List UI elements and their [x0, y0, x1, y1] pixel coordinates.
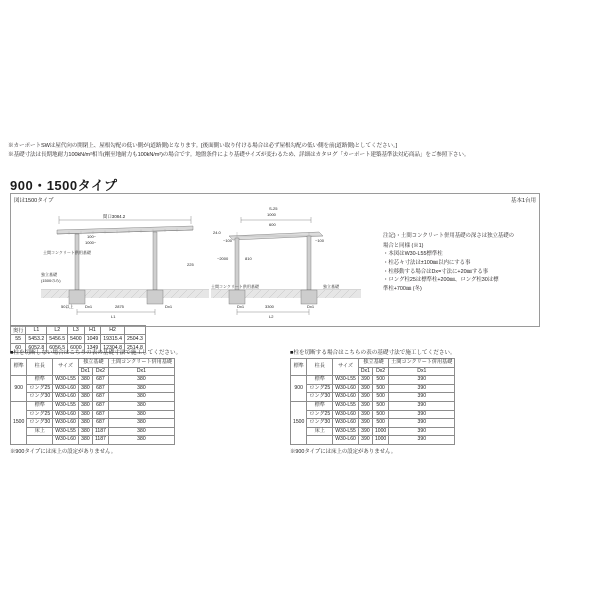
cell: W30-L60 — [333, 393, 359, 402]
svg-text:1000: 1000 — [267, 212, 276, 217]
table-row — [11, 436, 175, 445]
th-dx2: Dx2 — [92, 367, 108, 376]
group-height-1500: 1500 — [291, 401, 307, 444]
cell: ロング25 — [307, 410, 333, 419]
th-postlen: 柱長 — [307, 359, 333, 376]
th-size: サイズ — [53, 359, 79, 376]
cell: 標準 — [307, 401, 333, 410]
th-dx2: Dx2 — [372, 367, 388, 376]
cell: 380 — [78, 393, 92, 402]
notes-line-3: ・柱芯々寸法は±100㎜以内にする事 — [383, 259, 471, 266]
svg-text:2875: 2875 — [115, 304, 124, 309]
cell: 380 — [108, 401, 174, 410]
cell: 500 — [372, 401, 388, 410]
notes-line-1: 場合と同様 (※1) — [383, 242, 424, 249]
cell: W30-L60 — [53, 384, 79, 393]
cell: 380 — [108, 376, 174, 385]
cell: W30-L60 — [333, 419, 359, 428]
cell: 標準 — [27, 401, 53, 410]
cell: 標準 — [27, 376, 53, 385]
svg-text:Dx1: Dx1 — [85, 304, 93, 309]
construction-notes — [383, 232, 535, 293]
th-size: サイズ — [333, 359, 359, 376]
table-row — [11, 410, 175, 419]
cell: ロング25 — [307, 384, 333, 393]
table-row — [291, 427, 455, 436]
cell: 380 — [78, 401, 92, 410]
cell: ロング25 — [27, 384, 53, 393]
spec-caption-left: ■柱を切断しない場合はこちらの表の基礎寸法で施工してください。 — [10, 350, 182, 356]
svg-text:1000~: 1000~ — [85, 240, 97, 245]
dim-cell: 1349 — [84, 344, 101, 353]
cell: 390 — [389, 427, 455, 436]
spec-caption-right: ■柱を切断する場合はこちらの表の基礎寸法で施工してください。 — [290, 350, 456, 356]
svg-text:Dx1: Dx1 — [307, 304, 315, 309]
th-height: 標準 — [291, 359, 307, 376]
top-notes — [8, 142, 592, 159]
cell: 390 — [389, 410, 455, 419]
cell: 500 — [372, 419, 388, 428]
cell: ロング30 — [27, 393, 53, 402]
dim-cell: 2504.3 — [125, 335, 146, 344]
th-dx1: Dx1 — [78, 367, 92, 376]
cell: W30-L60 — [333, 384, 359, 393]
table-row — [11, 359, 175, 368]
table-row — [291, 359, 455, 368]
th-postlen: 柱長 — [27, 359, 53, 376]
dim-cell: 2514.8 — [125, 344, 146, 353]
cell: 380 — [108, 410, 174, 419]
cell: 床上 — [307, 427, 333, 436]
cell: 390 — [358, 427, 372, 436]
cell: W30-L60 — [53, 393, 79, 402]
cell: 687 — [92, 393, 108, 402]
dim-cell: 5400 — [68, 335, 85, 344]
cell: 390 — [389, 384, 455, 393]
cell — [27, 436, 53, 445]
cell: 380 — [108, 384, 174, 393]
th-dx1b: Dx1 — [389, 367, 455, 376]
svg-text:Dx1: Dx1 — [165, 304, 173, 309]
svg-text:~100: ~100 — [223, 238, 233, 243]
cell: 390 — [358, 436, 372, 445]
table-row — [291, 410, 455, 419]
cell: 標準 — [307, 376, 333, 385]
plan-drawing — [211, 202, 361, 320]
cell: 床上 — [27, 427, 53, 436]
cell: W30-L60 — [53, 436, 79, 445]
svg-text:土間コンクリート供用基礎: 土間コンクリート供用基礎 — [211, 284, 259, 289]
table-row — [11, 376, 175, 385]
spec-table-right — [290, 358, 455, 445]
dim-cell: 5456.5 — [47, 335, 68, 344]
dim-cell: 6056.5 — [47, 344, 68, 353]
cell: 390 — [358, 410, 372, 419]
table-row — [11, 384, 175, 393]
svg-text:土間コンクリート供用基礎: 土間コンクリート供用基礎 — [43, 250, 91, 255]
table-row — [11, 401, 175, 410]
dim-header-2: L2 — [47, 326, 68, 335]
svg-text:100~: 100~ — [87, 234, 97, 239]
cell: 380 — [78, 376, 92, 385]
table-row — [291, 393, 455, 402]
table-row — [11, 335, 146, 344]
dim-cell: 60 — [11, 344, 26, 353]
svg-text:L2: L2 — [269, 314, 274, 319]
dim-cell: 6000 — [68, 344, 85, 353]
cell: 390 — [358, 384, 372, 393]
dim-header-6 — [125, 326, 146, 335]
svg-text:S-25: S-25 — [269, 206, 278, 211]
cell: W30-L55 — [333, 401, 359, 410]
notes-line-5: ・ロング柱25は標準柱+200㎜、ロング柱30は標 — [383, 277, 499, 284]
dim-header-1: L1 — [26, 326, 47, 335]
spec-table-cut — [290, 348, 456, 455]
table-row — [11, 427, 175, 436]
svg-text:3300: 3300 — [265, 304, 274, 309]
svg-text:810: 810 — [245, 256, 252, 261]
dim-cell: 1049 — [84, 335, 101, 344]
cell: ロング30 — [27, 419, 53, 428]
notes-header: 注記)・土間コンクリート併用基礎の深さは独立基礎の — [383, 233, 515, 239]
cell: W30-L60 — [333, 436, 359, 445]
cell: W30-L55 — [53, 376, 79, 385]
cell: 380 — [78, 384, 92, 393]
cell: ロング30 — [307, 419, 333, 428]
cell: 390 — [389, 393, 455, 402]
cell: 500 — [372, 384, 388, 393]
cell — [307, 436, 333, 445]
dim-cell: 19315.4 — [101, 335, 125, 344]
cell: 687 — [92, 410, 108, 419]
th-concrete: 土間コンクリート併用基礎 — [108, 359, 174, 368]
svg-text:独立基礎: 独立基礎 — [41, 272, 57, 277]
foot-note-left: ※900タイプには床上の設定がありません。 — [10, 448, 117, 455]
cell: 380 — [108, 393, 174, 402]
svg-text:~100: ~100 — [315, 238, 325, 243]
th-independent: 独立基礎 — [358, 359, 388, 368]
cell: 380 — [78, 427, 92, 436]
svg-text:50以上: 50以上 — [61, 304, 74, 309]
cell: 390 — [389, 376, 455, 385]
svg-text:L1: L1 — [111, 314, 116, 319]
cell: 390 — [358, 376, 372, 385]
cell: 687 — [92, 419, 108, 428]
cell: 380 — [108, 436, 174, 445]
svg-text:Dx1: Dx1 — [237, 304, 245, 309]
dim-header-3: L3 — [68, 326, 85, 335]
cell: 1000 — [372, 427, 388, 436]
foot-note-right: ※900タイプには床上の設定がありません。 — [290, 448, 397, 455]
frame-label-type: 図は1500タイプ — [14, 198, 54, 204]
cell: W30-L60 — [53, 410, 79, 419]
cell: W30-L55 — [333, 427, 359, 436]
cell: 1000 — [372, 436, 388, 445]
notes-line-6: 準柱+700㎜ (冬) — [383, 285, 422, 292]
cell: 687 — [92, 376, 108, 385]
th-height: 標準 — [11, 359, 27, 376]
cell: 390 — [358, 401, 372, 410]
cell: 390 — [358, 393, 372, 402]
table-row — [291, 436, 455, 445]
notes-line-4: ・柱移動する場合はDx=寸法に+20㎜する事 — [383, 268, 489, 275]
cell: 390 — [389, 436, 455, 445]
dim-cell: 55 — [11, 335, 26, 344]
dim-cell: 12304.8 — [101, 344, 125, 353]
cell: W30-L55 — [333, 376, 359, 385]
cell: 380 — [78, 419, 92, 428]
cell: 390 — [389, 401, 455, 410]
notes-line-2: ・本図はW30-L55標準柱 — [383, 251, 443, 258]
note-line-2: ※基礎寸法は長期地耐力100kN/m²相当(剛至地耐力も100kN/m²)の場合です。地盤条件により基礎サイズが変わるため、詳細はカタログ「カーポート建築基準法対応商品」をご参照下さい。 — [8, 151, 470, 158]
cell: 1187 — [92, 436, 108, 445]
svg-text:225: 225 — [187, 262, 194, 267]
svg-text:24.0: 24.0 — [213, 230, 221, 235]
table-row — [11, 393, 175, 402]
group-height-900: 900 — [11, 376, 27, 402]
table-row — [11, 326, 146, 335]
spec-table-no-cut — [10, 348, 181, 455]
cell: 500 — [372, 410, 388, 419]
cell: 380 — [78, 410, 92, 419]
table-row — [11, 419, 175, 428]
cell: 380 — [108, 419, 174, 428]
cell: W30-L60 — [333, 410, 359, 419]
th-dx1: Dx1 — [358, 367, 372, 376]
dim-cell: 6052.8 — [26, 344, 47, 353]
drawing-frame — [10, 193, 540, 327]
cell: W30-L55 — [53, 401, 79, 410]
table-row — [291, 384, 455, 393]
svg-text:独立基礎: 独立基礎 — [323, 284, 339, 289]
dim-header-0: 奥行 — [11, 326, 26, 335]
spec-table-left — [10, 358, 175, 445]
note-line-1: ※カーポートSWは屋代向の開閉上、屋根勾配の低い側が(道路側)となります。[後面側い取り付ける場合は必ず屋根勾配の低い側を前(道路側)としてください。] — [8, 143, 398, 149]
group-height-1500: 1500 — [11, 401, 27, 444]
cell: 1187 — [92, 427, 108, 436]
frame-label-basic: 基本1台用 — [510, 198, 536, 204]
cell: 500 — [372, 376, 388, 385]
elevation-drawing — [41, 208, 209, 320]
cell: 380 — [78, 436, 92, 445]
svg-text:~2000: ~2000 — [217, 256, 229, 261]
cell: 687 — [92, 384, 108, 393]
dim-cell: 5453.2 — [26, 335, 47, 344]
svg-text:(1500のみ): (1500のみ) — [41, 278, 61, 283]
svg-text:間口3084.2: 間口3084.2 — [103, 214, 126, 219]
cell: 380 — [108, 427, 174, 436]
cell: ロング30 — [307, 393, 333, 402]
table-row — [291, 419, 455, 428]
th-independent: 独立基礎 — [78, 359, 108, 368]
page-title: 900・1500タイプ — [10, 178, 118, 193]
svg-text:600: 600 — [269, 222, 276, 227]
cell: W30-L55 — [53, 427, 79, 436]
cell: 390 — [358, 419, 372, 428]
dim-header-4: H1 — [84, 326, 101, 335]
th-dx1b: Dx1 — [108, 367, 174, 376]
table-row — [291, 376, 455, 385]
cell: ロング25 — [27, 410, 53, 419]
cell: 687 — [92, 401, 108, 410]
group-height-900: 900 — [291, 376, 307, 402]
cell: 390 — [389, 419, 455, 428]
table-row — [291, 401, 455, 410]
dim-header-5: H2 — [101, 326, 125, 335]
th-concrete: 土間コンクリート併用基礎 — [389, 359, 455, 368]
cell: W30-L60 — [53, 419, 79, 428]
cell: 500 — [372, 393, 388, 402]
